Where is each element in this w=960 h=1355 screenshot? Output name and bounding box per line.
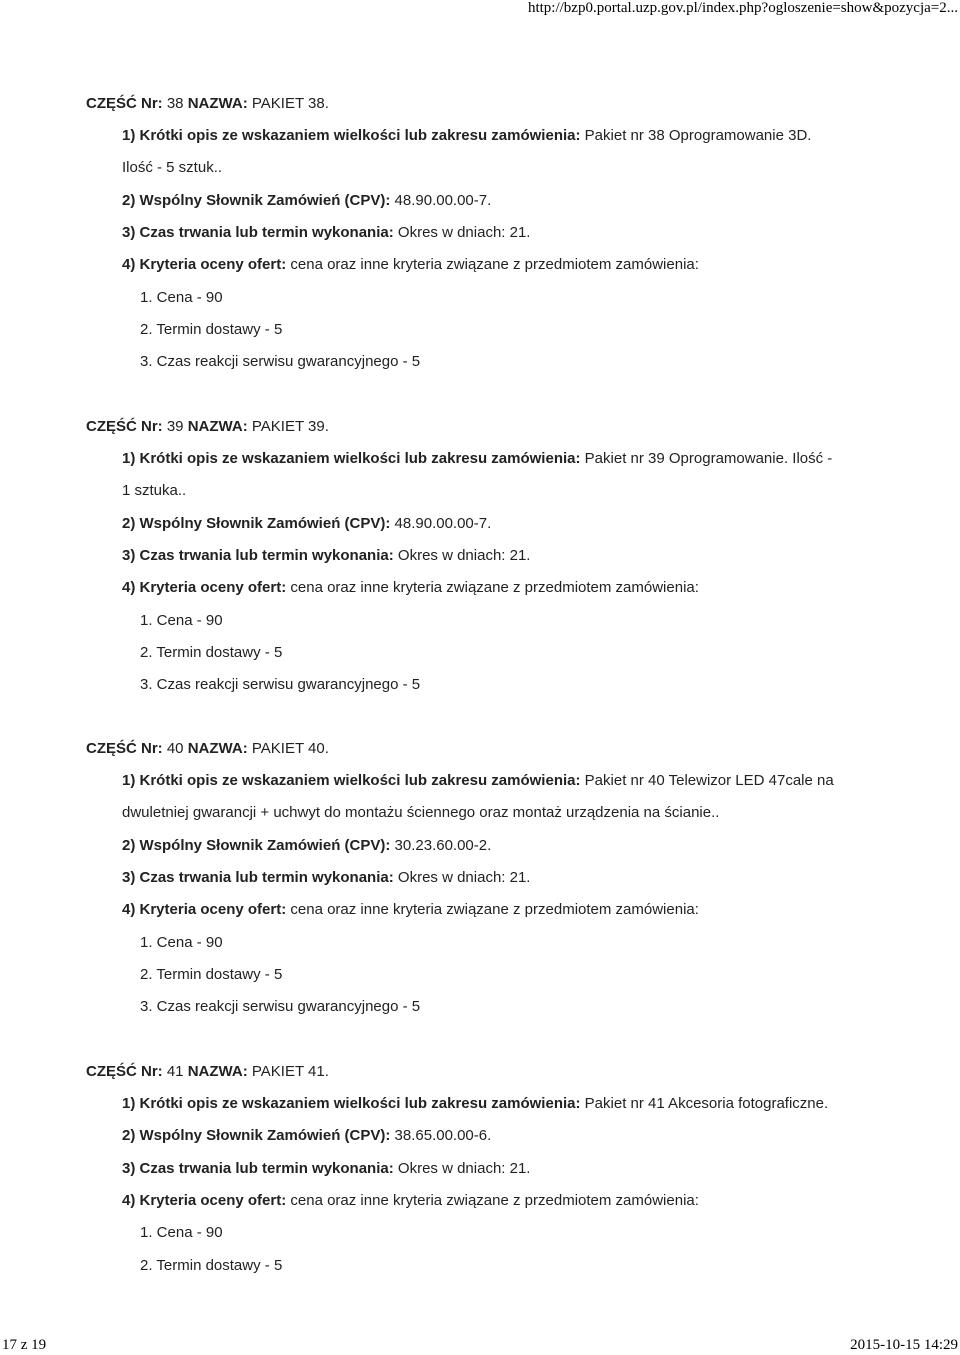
duration-line: 3) Czas trwania lub termin wykonania: Okres w dniach: 21. [122,869,531,886]
criterion-item: 1. Cena - 90 [140,612,223,629]
description-line: 1) Krótki opis ze wskazaniem wielkości lub zakresu zamówienia: Pakiet nr 40 Telewizor LED 47cale na [122,772,834,789]
description-continuation: 1 sztuka.. [122,482,187,499]
duration-line: 3) Czas trwania lub termin wykonania: Okres w dniach: 21. [122,547,531,564]
description-continuation: Ilość - 5 sztuk.. [122,159,223,176]
section-heading: CZĘŚĆ Nr: 39 NAZWA: PAKIET 39. [86,418,329,435]
cpv-line: 2) Wspólny Słownik Zamówień (CPV): 30.23.60.00-2. [122,837,492,854]
criterion-item: 2. Termin dostawy - 5 [140,1257,283,1274]
duration-line: 3) Czas trwania lub termin wykonania: Okres w dniach: 21. [122,224,531,241]
description-line: 1) Krótki opis ze wskazaniem wielkości lub zakresu zamówienia: Pakiet nr 41 Akcesoria fotograficzne. [122,1095,829,1112]
page-counter: 17 z 19 [2,1337,47,1353]
description-continuation: dwuletniej gwarancji + uchwyt do montażu ściennego oraz montaż urządzenia na ścianie.. [122,804,720,821]
criterion-item: 2. Termin dostawy - 5 [140,644,283,661]
section-heading: CZĘŚĆ Nr: 38 NAZWA: PAKIET 38. [86,95,329,112]
description-line: 1) Krótki opis ze wskazaniem wielkości lub zakresu zamówienia: Pakiet nr 38 Oprogramowanie 3D. [122,127,812,144]
criterion-item: 2. Termin dostawy - 5 [140,321,283,338]
duration-line: 3) Czas trwania lub termin wykonania: Okres w dniach: 21. [122,1160,531,1177]
criteria-line: 4) Kryteria oceny ofert: cena oraz inne kryteria związane z przedmiotem zamówienia: [122,256,699,273]
criterion-item: 3. Czas reakcji serwisu gwarancyjnego - 5 [140,998,421,1015]
cpv-line: 2) Wspólny Słownik Zamówień (CPV): 38.65.00.00-6. [122,1127,492,1144]
criterion-item: 2. Termin dostawy - 5 [140,966,283,983]
cpv-line: 2) Wspólny Słownik Zamówień (CPV): 48.90.00.00-7. [122,192,492,209]
criterion-item: 3. Czas reakcji serwisu gwarancyjnego - 5 [140,676,421,693]
section-heading: CZĘŚĆ Nr: 41 NAZWA: PAKIET 41. [86,1063,329,1080]
criteria-line: 4) Kryteria oceny ofert: cena oraz inne kryteria związane z przedmiotem zamówienia: [122,1192,699,1209]
description-line: 1) Krótki opis ze wskazaniem wielkości lub zakresu zamówienia: Pakiet nr 39 Oprogramowanie. Ilość - [122,450,833,467]
criterion-item: 3. Czas reakcji serwisu gwarancyjnego - 5 [140,353,421,370]
criteria-line: 4) Kryteria oceny ofert: cena oraz inne kryteria związane z przedmiotem zamówienia: [122,579,699,596]
criterion-item: 1. Cena - 90 [140,289,223,306]
page-url: http://bzp0.portal.uzp.gov.pl/index.php?ogloszenie=show&pozycja=2... [527,0,958,16]
page-footer [0,1337,960,1355]
cpv-line: 2) Wspólny Słownik Zamówień (CPV): 48.90.00.00-7. [122,515,492,532]
criterion-item: 1. Cena - 90 [140,1224,223,1241]
print-timestamp: 2015-10-15 14:29 [850,1337,958,1353]
section-heading: CZĘŚĆ Nr: 40 NAZWA: PAKIET 40. [86,740,329,757]
criteria-line: 4) Kryteria oceny ofert: cena oraz inne kryteria związane z przedmiotem zamówienia: [122,901,699,918]
criterion-item: 1. Cena - 90 [140,934,223,951]
